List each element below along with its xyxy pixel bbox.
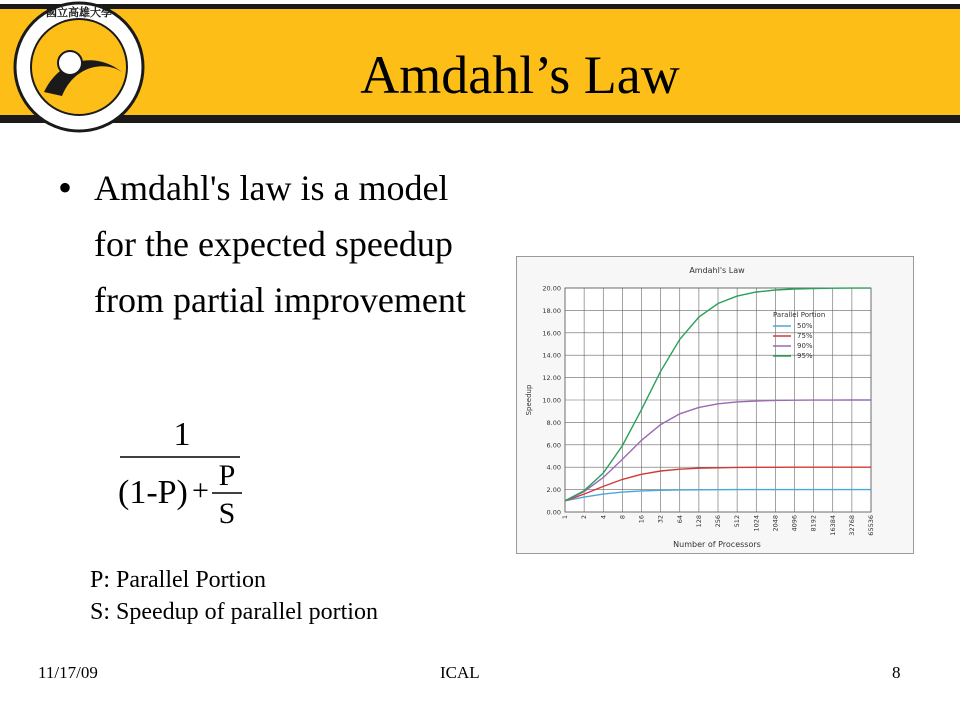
x-tick-label: 128 bbox=[694, 515, 703, 528]
x-tick-label: 8 bbox=[618, 515, 627, 520]
y-tick-label: 2.00 bbox=[546, 486, 561, 495]
x-tick-label: 4 bbox=[599, 515, 608, 520]
bullet-dot: • bbox=[58, 165, 73, 210]
y-tick-label: 6.00 bbox=[546, 441, 561, 450]
y-tick-label: 16.00 bbox=[542, 329, 561, 338]
x-tick-label: 2 bbox=[580, 515, 589, 520]
chart-x-ticks bbox=[561, 515, 875, 536]
y-tick-label: 20.00 bbox=[542, 284, 561, 293]
legend-label: 75% bbox=[797, 332, 813, 340]
logo-seal-text: 國立高雄大學 bbox=[46, 6, 112, 19]
formula-term1: (1-P) bbox=[118, 474, 188, 511]
chart-y-label: Speedup bbox=[525, 384, 533, 416]
definition-p: P: Parallel Portion bbox=[90, 567, 266, 593]
x-tick-label: 2048 bbox=[771, 515, 780, 532]
x-tick-label: 65536 bbox=[867, 515, 875, 536]
slide-title: Amdahl’s Law bbox=[360, 45, 680, 105]
formula-frac-num: P bbox=[218, 459, 236, 492]
x-tick-label: 8192 bbox=[809, 515, 818, 532]
footer-page-number: 8 bbox=[892, 663, 901, 682]
x-tick-label: 16 bbox=[637, 515, 646, 524]
x-tick-label: 512 bbox=[733, 515, 742, 528]
legend-label: 90% bbox=[797, 342, 813, 350]
y-tick-label: 4.00 bbox=[546, 463, 561, 472]
y-tick-label: 12.00 bbox=[542, 374, 561, 383]
formula-numerator: 1 bbox=[173, 416, 191, 453]
definitions bbox=[90, 564, 490, 628]
y-tick-label: 18.00 bbox=[542, 306, 561, 315]
x-tick-label: 32768 bbox=[847, 515, 856, 536]
definition-s: S: Speedup of parallel portion bbox=[90, 599, 378, 625]
y-tick-label: 0.00 bbox=[546, 508, 561, 517]
amdahl-chart bbox=[517, 257, 913, 553]
y-tick-label: 8.00 bbox=[546, 418, 561, 427]
x-tick-label: 256 bbox=[714, 515, 722, 528]
formula-frac-den: S bbox=[218, 497, 236, 530]
chart-y-ticks bbox=[542, 285, 561, 517]
y-tick-label: 14.00 bbox=[542, 351, 561, 360]
amdahl-formula bbox=[112, 405, 262, 545]
chart-title: Amdahl's Law bbox=[689, 266, 745, 275]
legend-title: Parallel Portion bbox=[773, 311, 826, 319]
x-tick-label: 64 bbox=[675, 515, 684, 524]
x-tick-label: 1024 bbox=[752, 515, 761, 532]
chart-x-label: Number of Processors bbox=[673, 540, 761, 549]
x-tick-label: 1 bbox=[561, 515, 569, 520]
x-tick-label: 16384 bbox=[828, 515, 837, 536]
footer-center: ICAL bbox=[440, 663, 480, 682]
x-tick-label: 32 bbox=[656, 515, 665, 524]
x-tick-label: 4096 bbox=[790, 515, 799, 532]
formula-plus: + bbox=[192, 474, 209, 507]
y-tick-label: 10.00 bbox=[542, 396, 561, 405]
logo-dot-mark bbox=[58, 51, 82, 75]
chart-frame bbox=[516, 256, 914, 554]
university-logo bbox=[4, 0, 154, 140]
bullet-text: Amdahl's law is a model for the expected speedup from partial improvement bbox=[94, 168, 466, 320]
footer-date: 11/17/09 bbox=[38, 663, 98, 682]
legend-label: 50% bbox=[797, 322, 813, 330]
legend-label: 95% bbox=[797, 352, 813, 360]
